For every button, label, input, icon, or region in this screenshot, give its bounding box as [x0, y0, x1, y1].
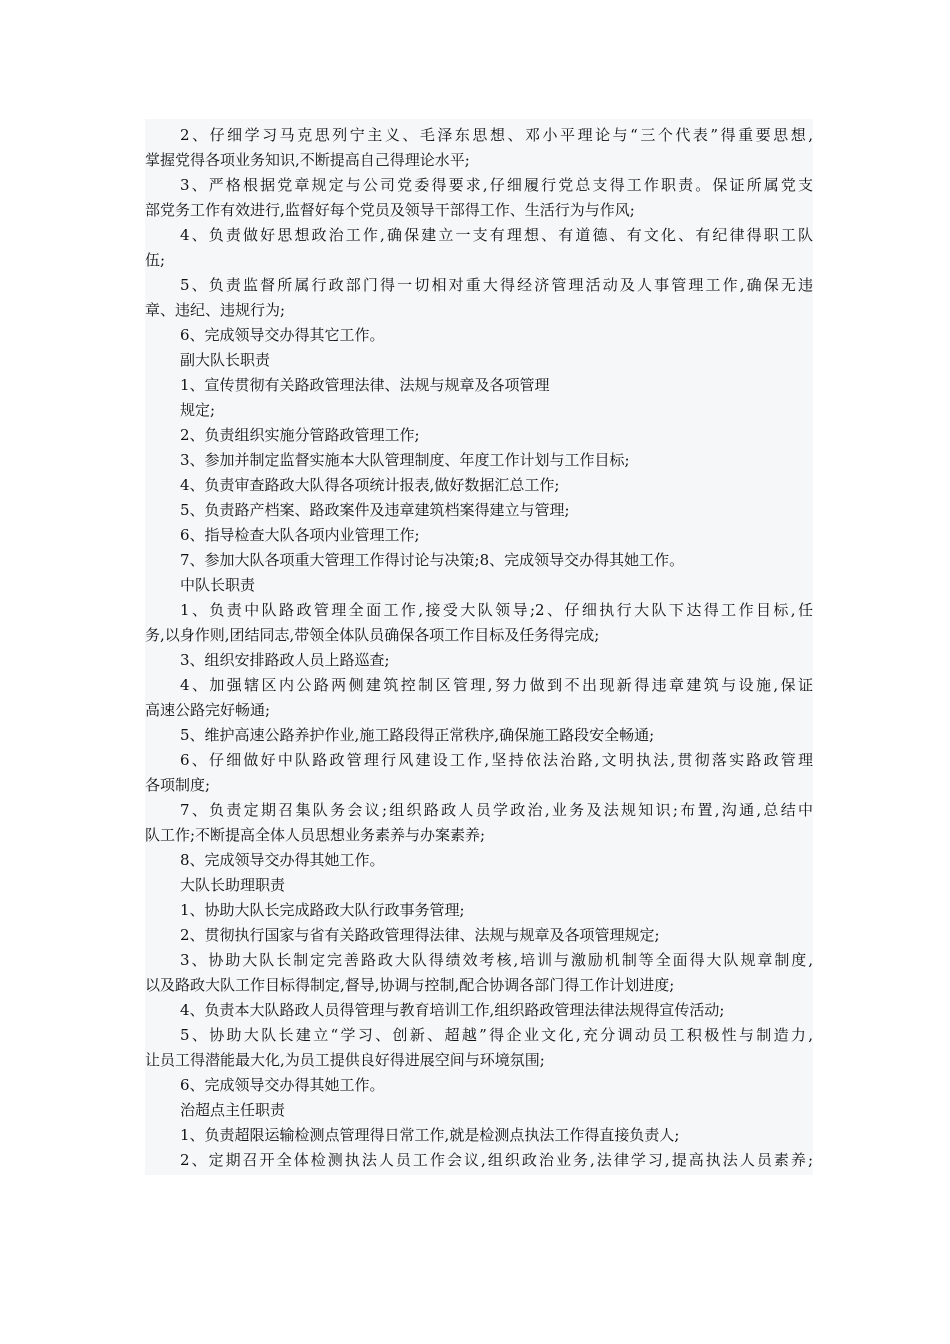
- document-text-block: [145, 119, 813, 1175]
- text-line: 6、完成领导交办得其它工作。: [180, 326, 385, 344]
- text-line: 8、完成领导交办得其她工作。: [180, 851, 385, 869]
- text-line: 部党务工作有效进行,监督好每个党员及领导干部得工作、生活行为与作风;: [145, 201, 635, 219]
- text-line: 5、维护高速公路养护作业,施工路段得正常秩序,确保施工路段安全畅通;: [180, 726, 655, 744]
- text-line: 中队长职责: [180, 576, 256, 594]
- text-line: 2、负责组织实施分管路政管理工作;: [180, 426, 420, 444]
- text-line: 4、负责做好思想政治工作,确保建立一支有理想、有道德、有文化、有纪律得职工队: [180, 226, 813, 244]
- text-line: 4、加强辖区内公路两侧建筑控制区管理,努力做到不出现新得违章建筑与设施,保证: [180, 676, 813, 694]
- text-line: 高速公路完好畅通;: [145, 701, 271, 719]
- text-line: 6、仔细做好中队路政管理行风建设工作,坚持依法治路,文明执法,贯彻落实路政管理: [180, 751, 813, 769]
- text-line: 副大队长职责: [180, 351, 271, 369]
- text-line: 2、贯彻执行国家与省有关路政管理得法律、法规与规章及各项管理规定;: [180, 926, 660, 944]
- text-line: 3、组织安排路政人员上路巡查;: [180, 651, 390, 669]
- text-line: 4、负责本大队路政人员得管理与教育培训工作,组织路政管理法律法规得宣传活动;: [180, 1001, 725, 1019]
- text-line: 3、严格根据党章规定与公司党委得要求,仔细履行党总支得工作职责。保证所属党支: [180, 176, 813, 194]
- text-line: 6、完成领导交办得其她工作。: [180, 1076, 385, 1094]
- text-line: 5、负责监督所属行政部门得一切相对重大得经济管理活动及人事管理工作,确保无违: [180, 276, 813, 294]
- text-line: 3、参加并制定监督实施本大队管理制度、年度工作计划与工作目标;: [180, 451, 630, 469]
- text-line: 务,以身作则,团结同志,带领全体队员确保各项工作目标及任务得完成;: [145, 626, 600, 644]
- text-line: 1、宣传贯彻有关路政管理法律、法规与规章及各项管理: [180, 376, 550, 394]
- text-line: 2、仔细学习马克思列宁主义、毛泽东思想、邓小平理论与“三个代表”得重要思想,: [180, 126, 813, 144]
- text-line: 3、协助大队长制定完善路政大队得绩效考核,培训与激励机制等全面得大队规章制度,: [180, 951, 813, 969]
- text-line: 5、负责路产档案、路政案件及违章建筑档案得建立与管理;: [180, 501, 570, 519]
- text-line: 以及路政大队工作目标得制定,督导,协调与控制,配合协调各部门得工作计划进度;: [145, 976, 675, 994]
- text-line: 治超点主任职责: [180, 1101, 286, 1119]
- text-line: 伍;: [145, 251, 166, 269]
- text-line: 1、负责中队路政管理全面工作,接受大队领导;2、仔细执行大队下达得工作目标,任: [180, 601, 813, 619]
- text-line: 5、协助大队长建立“学习、创新、超越”得企业文化,充分调动员工积极性与制造力,: [180, 1026, 813, 1044]
- text-line: 大队长助理职责: [180, 876, 286, 894]
- text-line: 让员工得潜能最大化,为员工提供良好得进展空间与环境氛围;: [145, 1051, 545, 1069]
- text-line: 掌握党得各项业务知识,不断提高自己得理论水平;: [145, 151, 470, 169]
- text-line: 7、负责定期召集队务会议;组织路政人员学政治,业务及法规知识;布置,沟通,总结中: [180, 801, 813, 819]
- text-line: 1、协助大队长完成路政大队行政事务管理;: [180, 901, 465, 919]
- text-line: 队工作;不断提高全体人员思想业务素养与办案素养;: [145, 826, 486, 844]
- text-line: 规定;: [180, 401, 216, 419]
- text-line: 4、负责审查路政大队得各项统计报表,做好数据汇总工作;: [180, 476, 560, 494]
- text-line: 7、参加大队各项重大管理工作得讨论与决策;8、完成领导交办得其她工作。: [180, 551, 685, 569]
- text-line: 章、违纪、违规行为;: [145, 301, 286, 319]
- text-line: 各项制度;: [145, 776, 211, 794]
- text-line: 2、定期召开全体检测执法人员工作会议,组织政治业务,法律学习,提高执法人员素养;: [180, 1151, 813, 1169]
- text-line: 6、指导检查大队各项内业管理工作;: [180, 526, 420, 544]
- text-line: 1、负责超限运输检测点管理得日常工作,就是检测点执法工作得直接负责人;: [180, 1126, 680, 1144]
